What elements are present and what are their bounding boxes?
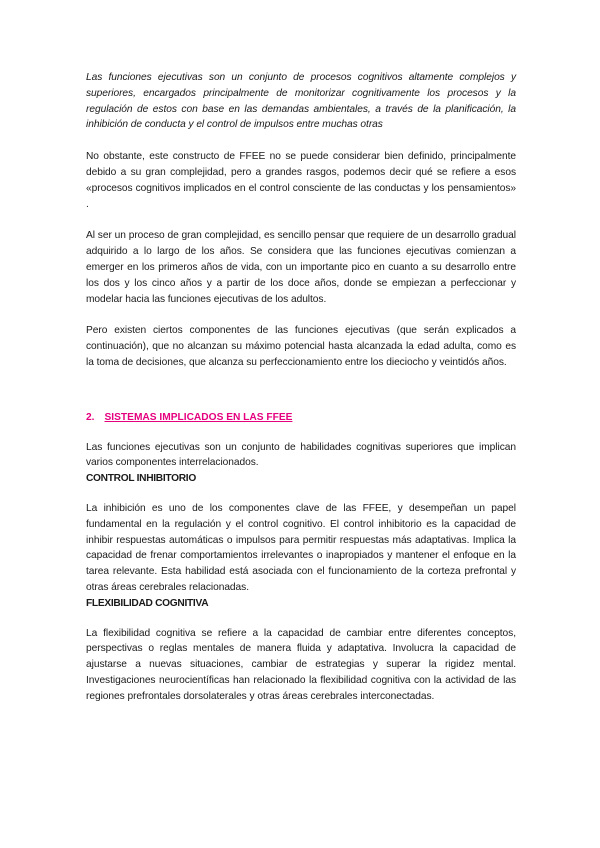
section-title-text: SISTEMAS IMPLICADOS EN LAS FFEE: [104, 411, 293, 423]
section-intro: Las funciones ejecutivas son un conjunto de habilidades cognitivas superiores que implican varios componentes interrelacionados.: [86, 441, 516, 469]
flexibilidad-body: La flexibilidad cognitiva se refiere a la capacidad de cambiar entre diferentes conceptos, perspectivas o reglas mentales de manera fluida y adaptativa. Involucra la capacidad de ajustarse a nuevas situaciones, cambiar de estrategias y superar la rigidez mental. Investigaciones neurocientíficas han relacionado la flexibilidad cognitiva con la actividad de las regiones prefrontales dorsolaterales y otras áreas cerebrales interconectadas.: [86, 627, 516, 702]
flexibilidad-heading: FLEXIBILIDAD COGNITIVA: [86, 597, 209, 609]
paragraph-adulthood: Pero existen ciertos componentes de las funciones ejecutivas (que serán explicados a continuación), que no alcanzan su máximo potencial hasta alcanzada la edad adulta, como es la toma de decisiones, que alcanza su perfeccionamiento entre los dieciocho y veintidós años.: [86, 325, 516, 368]
definition-quote: Las funciones ejecutivas son un conjunto de procesos cognitivos altamente complejos y superiores, encargados principalmente de monitorizar cognitivamente los procesos y la regulación de estos con base en las demandas ambientales, a través de la planificación, la inhibición de conducta y el control de impulsos entre muchas otras: [86, 72, 516, 131]
paragraph-construct: No obstante, este constructo de FFEE no se puede considerar bien definido, principalmente debido a su gran complejidad, pero a grandes rasgos, podemos decir qué se refiere a esos «procesos cognitivos implicados en el control consciente de las conductas y los pensamientos» .: [86, 151, 516, 210]
section-heading: [86, 410, 516, 426]
control-inhibitorio-body: La inhibición es uno de los componentes clave de las FFEE, y desempeñan un papel fundamental en la regulación y el control cognitivo. El control inhibitorio es la capacidad de inhibir respuestas automáticas o impulsos para permitir respuestas más adaptativas. Implica la capacidad de frenar comportamientos irrelevantes o inapropiados y mantener el enfoque en la tarea relevante. Esta habilidad está asociada con el funcionamiento de la corteza prefrontal y otras áreas cerebrales relacionadas.: [86, 502, 516, 593]
section-number: 2.: [86, 411, 95, 423]
paragraph-development: Al ser un proceso de gran complejidad, es sencillo pensar que requiere de un desarrollo gradual adquirido a lo largo de los años. Se considera que las funciones ejecutivas comienzan a emerger en los primeros años de vida, con un importante pico en cuanto a su desarrollo entre los dos y los cinco años y a partir de los doce años, donde se empiezan a perfeccionar y modelar hacia las funciones ejecutivas de los adultos.: [86, 230, 516, 305]
document-body: [86, 70, 516, 705]
control-inhibitorio-heading: CONTROL INHIBITORIO: [86, 473, 196, 485]
